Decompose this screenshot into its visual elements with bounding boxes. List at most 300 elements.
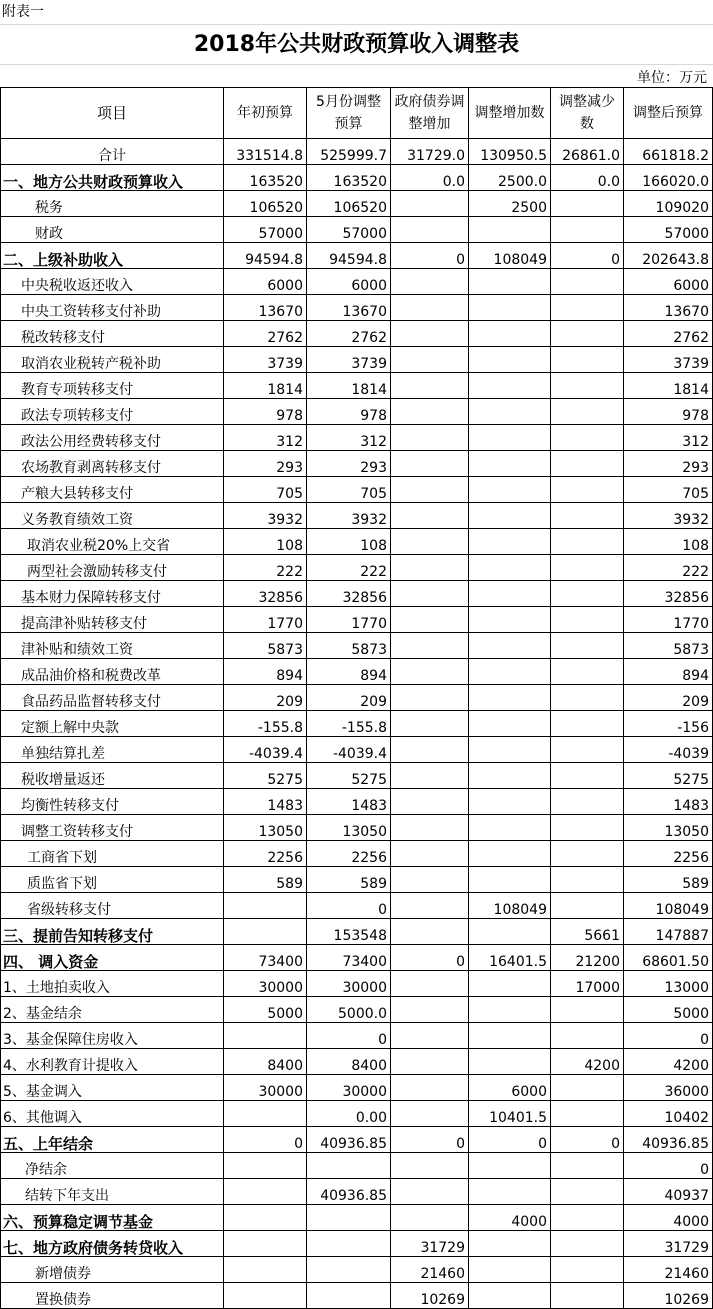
cell-decrease	[551, 659, 624, 685]
cell-bond-increase	[391, 503, 469, 529]
cell-item: 义务教育绩效工资	[1, 503, 224, 529]
cell-increase: 16401.5	[469, 945, 551, 971]
cell-increase	[469, 867, 551, 893]
cell-decrease	[551, 555, 624, 581]
table-row	[1, 789, 713, 815]
cell-decrease	[551, 1205, 624, 1231]
cell-bond-increase	[391, 867, 469, 893]
cell-decrease	[551, 685, 624, 711]
cell-initial-budget	[224, 1101, 307, 1127]
header-item: 项目	[1, 88, 224, 139]
cell-bond-increase	[391, 737, 469, 763]
cell-adjusted-budget: 10269	[624, 1283, 713, 1309]
cell-bond-increase	[391, 815, 469, 841]
cell-item: 置换债券	[1, 1283, 224, 1309]
cell-adjusted-budget: 40936.85	[624, 1127, 713, 1153]
cell-initial-budget: 978	[224, 399, 307, 425]
table-row	[1, 1049, 713, 1075]
attachment-label: 附表一	[2, 4, 44, 20]
cell-initial-budget	[224, 1153, 307, 1179]
cell-may-adjusted: 5000.0	[307, 997, 391, 1023]
cell-initial-budget: 8400	[224, 1049, 307, 1075]
cell-may-adjusted: 153548	[307, 919, 391, 945]
cell-initial-budget: 894	[224, 659, 307, 685]
cell-adjusted-budget: 32856	[624, 581, 713, 607]
cell-initial-budget: 73400	[224, 945, 307, 971]
cell-bond-increase	[391, 477, 469, 503]
cell-may-adjusted: 222	[307, 555, 391, 581]
cell-may-adjusted: 108	[307, 529, 391, 555]
cell-item: 津补贴和绩效工资	[1, 633, 224, 659]
cell-bond-increase	[391, 893, 469, 919]
cell-decrease	[551, 581, 624, 607]
cell-may-adjusted: 106520	[307, 191, 391, 217]
cell-increase: 2500	[469, 191, 551, 217]
cell-item: 四、 调入资金	[1, 945, 224, 971]
table-row	[1, 1101, 713, 1127]
cell-item: 税收增量返还	[1, 763, 224, 789]
cell-item: 政法公用经费转移支付	[1, 425, 224, 451]
cell-item: 单独结算扎差	[1, 737, 224, 763]
cell-decrease	[551, 451, 624, 477]
cell-adjusted-budget: 108049	[624, 893, 713, 919]
cell-initial-budget	[224, 1205, 307, 1231]
cell-may-adjusted: 13670	[307, 295, 391, 321]
cell-increase: 108049	[469, 893, 551, 919]
cell-increase	[469, 633, 551, 659]
cell-may-adjusted: 40936.85	[307, 1127, 391, 1153]
cell-initial-budget: 331514.8	[224, 139, 307, 165]
table-row	[1, 1179, 713, 1205]
cell-decrease	[551, 1075, 624, 1101]
cell-increase	[469, 399, 551, 425]
cell-increase	[469, 841, 551, 867]
cell-item: 产粮大县转移支付	[1, 477, 224, 503]
cell-decrease	[551, 425, 624, 451]
cell-adjusted-budget: 5873	[624, 633, 713, 659]
cell-initial-budget: 1770	[224, 607, 307, 633]
cell-item: 基本财力保障转移支付	[1, 581, 224, 607]
cell-may-adjusted	[307, 1231, 391, 1257]
cell-adjusted-budget: 894	[624, 659, 713, 685]
cell-increase	[469, 477, 551, 503]
cell-bond-increase	[391, 1101, 469, 1127]
cell-may-adjusted: 57000	[307, 217, 391, 243]
table-row	[1, 1257, 713, 1283]
cell-increase	[469, 1023, 551, 1049]
cell-item: 4、水利教育计提收入	[1, 1049, 224, 1075]
cell-decrease	[551, 789, 624, 815]
cell-decrease	[551, 321, 624, 347]
table-row	[1, 1023, 713, 1049]
cell-increase	[469, 919, 551, 945]
cell-bond-increase: 0	[391, 945, 469, 971]
cell-adjusted-budget: 4000	[624, 1205, 713, 1231]
cell-may-adjusted: -4039.4	[307, 737, 391, 763]
cell-initial-budget	[224, 1179, 307, 1205]
cell-bond-increase	[391, 711, 469, 737]
cell-increase: 6000	[469, 1075, 551, 1101]
cell-initial-budget: 13670	[224, 295, 307, 321]
cell-initial-budget: 1814	[224, 373, 307, 399]
cell-may-adjusted: 30000	[307, 1075, 391, 1101]
cell-item: 中央工资转移支付补助	[1, 295, 224, 321]
cell-initial-budget: 705	[224, 477, 307, 503]
table-row	[1, 841, 713, 867]
cell-bond-increase	[391, 555, 469, 581]
cell-initial-budget: 30000	[224, 971, 307, 997]
cell-may-adjusted: 589	[307, 867, 391, 893]
cell-decrease: 4200	[551, 1049, 624, 1075]
cell-decrease	[551, 1023, 624, 1049]
cell-decrease: 5661	[551, 919, 624, 945]
cell-adjusted-budget: 40937	[624, 1179, 713, 1205]
cell-adjusted-budget: 589	[624, 867, 713, 893]
cell-bond-increase	[391, 1075, 469, 1101]
cell-bond-increase: 0	[391, 243, 469, 269]
table-row	[1, 659, 713, 685]
table-row	[1, 347, 713, 373]
cell-bond-increase: 21460	[391, 1257, 469, 1283]
table-row	[1, 737, 713, 763]
cell-bond-increase	[391, 919, 469, 945]
cell-may-adjusted: 8400	[307, 1049, 391, 1075]
cell-bond-increase	[391, 789, 469, 815]
document-title: 2018年公共财政预算收入调整表	[0, 24, 713, 65]
cell-decrease	[551, 1283, 624, 1309]
cell-bond-increase	[391, 529, 469, 555]
cell-may-adjusted: 3739	[307, 347, 391, 373]
cell-initial-budget: -4039.4	[224, 737, 307, 763]
cell-bond-increase	[391, 1179, 469, 1205]
cell-bond-increase	[391, 373, 469, 399]
cell-bond-increase	[391, 1153, 469, 1179]
cell-initial-budget: 108	[224, 529, 307, 555]
table-row	[1, 971, 713, 997]
cell-increase: 108049	[469, 243, 551, 269]
cell-may-adjusted	[307, 1283, 391, 1309]
cell-item: 2、基金结余	[1, 997, 224, 1023]
cell-may-adjusted	[307, 1257, 391, 1283]
cell-item: 六、预算稳定调节基金	[1, 1205, 224, 1231]
cell-may-adjusted: 6000	[307, 269, 391, 295]
cell-bond-increase	[391, 217, 469, 243]
cell-increase	[469, 607, 551, 633]
table-row	[1, 295, 713, 321]
cell-initial-budget: 312	[224, 425, 307, 451]
cell-may-adjusted: 0	[307, 1023, 391, 1049]
cell-decrease: 21200	[551, 945, 624, 971]
cell-adjusted-budget: 5275	[624, 763, 713, 789]
table-row	[1, 269, 713, 295]
cell-item: 取消农业税转产税补助	[1, 347, 224, 373]
cell-bond-increase	[391, 659, 469, 685]
cell-increase	[469, 737, 551, 763]
cell-item: 一、地方公共财政预算收入	[1, 165, 224, 191]
table-row	[1, 1153, 713, 1179]
table-row	[1, 165, 713, 191]
table-row	[1, 217, 713, 243]
cell-adjusted-budget: 209	[624, 685, 713, 711]
cell-decrease	[551, 867, 624, 893]
cell-decrease	[551, 607, 624, 633]
cell-decrease	[551, 1231, 624, 1257]
cell-item: 3、基金保障住房收入	[1, 1023, 224, 1049]
cell-adjusted-budget: 0	[624, 1153, 713, 1179]
cell-increase: 10401.5	[469, 1101, 551, 1127]
cell-may-adjusted: 5275	[307, 763, 391, 789]
cell-bond-increase	[391, 425, 469, 451]
cell-may-adjusted: 73400	[307, 945, 391, 971]
cell-item: 税务	[1, 191, 224, 217]
cell-may-adjusted: 0.00	[307, 1101, 391, 1127]
table-row	[1, 1231, 713, 1257]
cell-initial-budget: 5873	[224, 633, 307, 659]
cell-may-adjusted	[307, 1205, 391, 1231]
cell-initial-budget: 2762	[224, 321, 307, 347]
cell-adjusted-budget: 166020.0	[624, 165, 713, 191]
cell-adjusted-budget: 0	[624, 1023, 713, 1049]
cell-bond-increase: 0.0	[391, 165, 469, 191]
cell-adjusted-budget: 312	[624, 425, 713, 451]
cell-item: 新增债券	[1, 1257, 224, 1283]
cell-adjusted-budget: 1483	[624, 789, 713, 815]
cell-increase	[469, 1153, 551, 1179]
cell-increase	[469, 425, 551, 451]
cell-decrease	[551, 399, 624, 425]
cell-increase	[469, 529, 551, 555]
cell-adjusted-budget: 147887	[624, 919, 713, 945]
cell-increase: 4000	[469, 1205, 551, 1231]
cell-item: 税改转移支付	[1, 321, 224, 347]
cell-decrease	[551, 373, 624, 399]
table-row	[1, 1127, 713, 1153]
table-row	[1, 1283, 713, 1309]
cell-adjusted-budget: 705	[624, 477, 713, 503]
cell-adjusted-budget: 661818.2	[624, 139, 713, 165]
table-row	[1, 1075, 713, 1101]
table-row	[1, 867, 713, 893]
cell-decrease	[551, 477, 624, 503]
cell-item: 政法专项转移支付	[1, 399, 224, 425]
cell-item: 净结余	[1, 1153, 224, 1179]
cell-bond-increase: 31729	[391, 1231, 469, 1257]
cell-initial-budget: 106520	[224, 191, 307, 217]
unit-label: 单位：万元	[637, 70, 707, 86]
cell-decrease	[551, 1257, 624, 1283]
table-row	[1, 945, 713, 971]
cell-item: 成品油价格和税费改革	[1, 659, 224, 685]
table-row	[1, 503, 713, 529]
cell-decrease	[551, 711, 624, 737]
cell-decrease	[551, 347, 624, 373]
cell-adjusted-budget: 57000	[624, 217, 713, 243]
cell-initial-budget: 5000	[224, 997, 307, 1023]
cell-item: 两型社会激励转移支付	[1, 555, 224, 581]
table-row	[1, 399, 713, 425]
cell-bond-increase	[391, 971, 469, 997]
cell-bond-increase	[391, 841, 469, 867]
cell-increase	[469, 555, 551, 581]
cell-increase	[469, 347, 551, 373]
cell-may-adjusted: 5873	[307, 633, 391, 659]
cell-may-adjusted: 894	[307, 659, 391, 685]
cell-item: 质监省下划	[1, 867, 224, 893]
cell-item: 工商省下划	[1, 841, 224, 867]
cell-item: 定额上解中央款	[1, 711, 224, 737]
cell-adjusted-budget: 6000	[624, 269, 713, 295]
cell-initial-budget: 5275	[224, 763, 307, 789]
header-row	[1, 88, 713, 139]
cell-bond-increase	[391, 997, 469, 1023]
table-row	[1, 919, 713, 945]
cell-may-adjusted: 209	[307, 685, 391, 711]
cell-adjusted-budget: 222	[624, 555, 713, 581]
cell-increase	[469, 321, 551, 347]
cell-decrease	[551, 893, 624, 919]
table-row	[1, 451, 713, 477]
cell-bond-increase	[391, 399, 469, 425]
cell-item: 6、其他调入	[1, 1101, 224, 1127]
table-row	[1, 893, 713, 919]
cell-item: 调整工资转移支付	[1, 815, 224, 841]
cell-initial-budget: 13050	[224, 815, 307, 841]
cell-may-adjusted: 3932	[307, 503, 391, 529]
cell-initial-budget	[224, 1023, 307, 1049]
cell-increase	[469, 451, 551, 477]
cell-adjusted-budget: 1814	[624, 373, 713, 399]
cell-adjusted-budget: 2762	[624, 321, 713, 347]
cell-may-adjusted: 94594.8	[307, 243, 391, 269]
cell-bond-increase	[391, 451, 469, 477]
header-increase: 调整增加数	[469, 88, 551, 139]
cell-adjusted-budget: -4039	[624, 737, 713, 763]
cell-decrease	[551, 529, 624, 555]
cell-bond-increase	[391, 1205, 469, 1231]
cell-decrease: 0.0	[551, 165, 624, 191]
table-row	[1, 1205, 713, 1231]
cell-item: 中央税收返还收入	[1, 269, 224, 295]
cell-decrease	[551, 763, 624, 789]
cell-decrease: 17000	[551, 971, 624, 997]
cell-may-adjusted: 0	[307, 893, 391, 919]
cell-bond-increase	[391, 321, 469, 347]
cell-initial-budget: 293	[224, 451, 307, 477]
table-row	[1, 685, 713, 711]
cell-item: 省级转移支付	[1, 893, 224, 919]
cell-adjusted-budget: 3932	[624, 503, 713, 529]
header-may-adjusted: 5月份调整预算	[307, 88, 391, 139]
cell-item: 七、地方政府债务转贷收入	[1, 1231, 224, 1257]
cell-increase	[469, 763, 551, 789]
cell-adjusted-budget: 21460	[624, 1257, 713, 1283]
cell-increase	[469, 295, 551, 321]
cell-decrease	[551, 1179, 624, 1205]
cell-increase	[469, 373, 551, 399]
cell-adjusted-budget: 293	[624, 451, 713, 477]
cell-adjusted-budget: 68601.50	[624, 945, 713, 971]
unit-row	[0, 64, 713, 88]
cell-bond-increase	[391, 581, 469, 607]
cell-increase	[469, 503, 551, 529]
cell-adjusted-budget: 13000	[624, 971, 713, 997]
cell-adjusted-budget: -156	[624, 711, 713, 737]
cell-bond-increase: 10269	[391, 1283, 469, 1309]
cell-initial-budget: 209	[224, 685, 307, 711]
table-row	[1, 243, 713, 269]
cell-item: 结转下年支出	[1, 1179, 224, 1205]
table-body	[1, 139, 713, 1309]
cell-initial-budget: -155.8	[224, 711, 307, 737]
cell-initial-budget	[224, 1231, 307, 1257]
cell-adjusted-budget: 36000	[624, 1075, 713, 1101]
table-row	[1, 997, 713, 1023]
table-row	[1, 425, 713, 451]
cell-increase	[469, 1179, 551, 1205]
cell-decrease	[551, 815, 624, 841]
cell-item: 农场教育剥离转移支付	[1, 451, 224, 477]
table-row	[1, 529, 713, 555]
header-bond-increase: 政府债券调整增加	[391, 88, 469, 139]
cell-item: 二、上级补助收入	[1, 243, 224, 269]
cell-adjusted-budget: 2256	[624, 841, 713, 867]
cell-item: 均衡性转移支付	[1, 789, 224, 815]
cell-adjusted-budget: 108	[624, 529, 713, 555]
cell-may-adjusted: 2256	[307, 841, 391, 867]
cell-item: 食品药品监督转移支付	[1, 685, 224, 711]
table-row	[1, 477, 713, 503]
table-row	[1, 711, 713, 737]
cell-may-adjusted: 978	[307, 399, 391, 425]
cell-may-adjusted: 32856	[307, 581, 391, 607]
cell-item: 三、提前告知转移支付	[1, 919, 224, 945]
cell-adjusted-budget: 13050	[624, 815, 713, 841]
cell-bond-increase	[391, 685, 469, 711]
cell-increase	[469, 1257, 551, 1283]
cell-adjusted-budget: 1770	[624, 607, 713, 633]
cell-increase	[469, 685, 551, 711]
cell-adjusted-budget: 109020	[624, 191, 713, 217]
cell-increase	[469, 971, 551, 997]
cell-decrease: 26861.0	[551, 139, 624, 165]
cell-initial-budget	[224, 1257, 307, 1283]
cell-initial-budget: 3932	[224, 503, 307, 529]
cell-item: 合计	[1, 139, 224, 165]
cell-initial-budget: 30000	[224, 1075, 307, 1101]
cell-bond-increase: 31729.0	[391, 139, 469, 165]
header-adjusted-budget: 调整后预算	[624, 88, 713, 139]
cell-may-adjusted: 1770	[307, 607, 391, 633]
cell-adjusted-budget: 3739	[624, 347, 713, 373]
cell-initial-budget	[224, 919, 307, 945]
cell-bond-increase	[391, 269, 469, 295]
cell-adjusted-budget: 31729	[624, 1231, 713, 1257]
cell-bond-increase	[391, 295, 469, 321]
cell-initial-budget: 32856	[224, 581, 307, 607]
header-decrease: 调整减少数	[551, 88, 624, 139]
attachment-row	[0, 0, 713, 25]
cell-decrease	[551, 1101, 624, 1127]
cell-initial-budget: 57000	[224, 217, 307, 243]
cell-increase	[469, 581, 551, 607]
cell-initial-budget: 1483	[224, 789, 307, 815]
cell-initial-budget: 6000	[224, 269, 307, 295]
table-row	[1, 763, 713, 789]
cell-bond-increase: 0	[391, 1127, 469, 1153]
cell-increase	[469, 789, 551, 815]
cell-initial-budget: 3739	[224, 347, 307, 373]
cell-initial-budget	[224, 893, 307, 919]
